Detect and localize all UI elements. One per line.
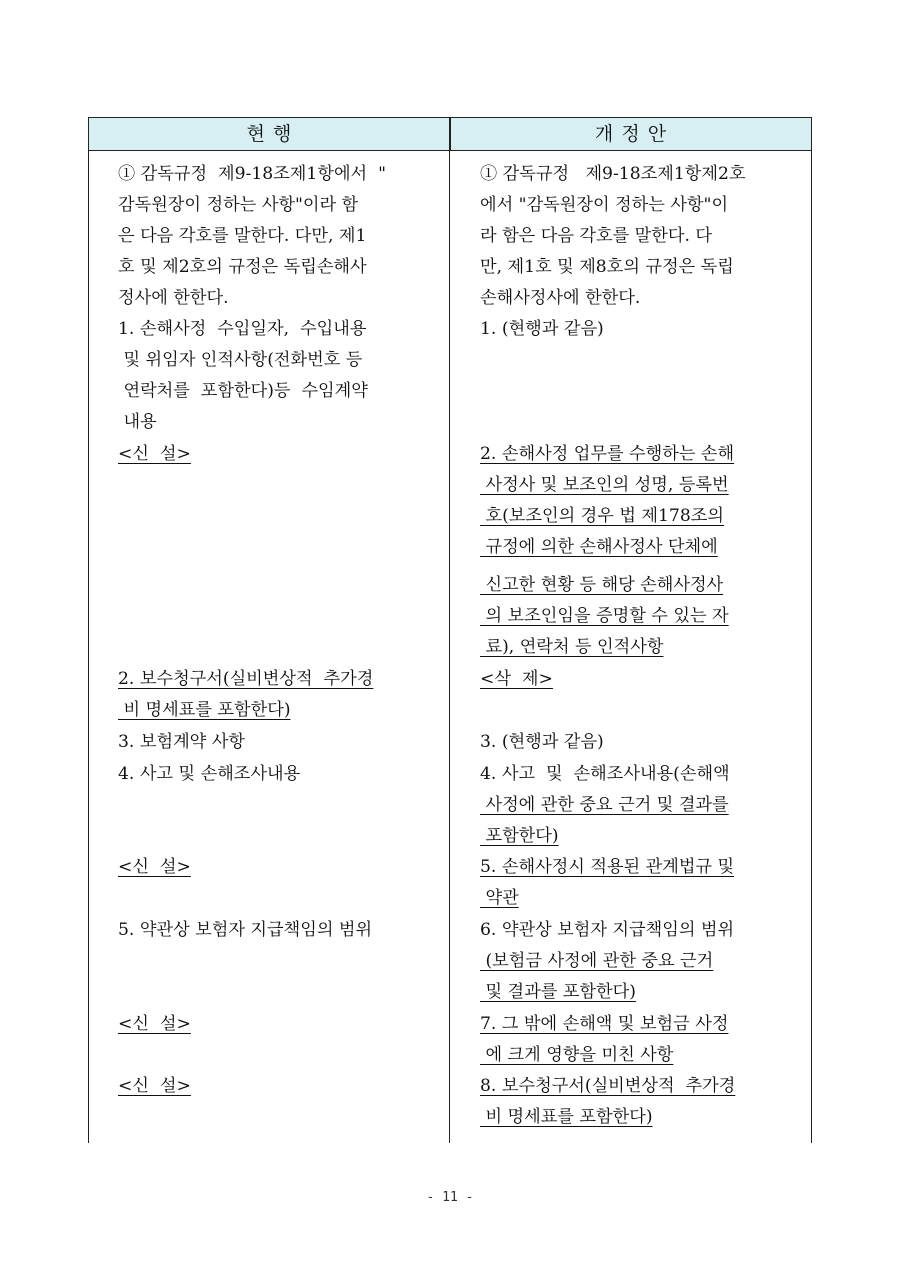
right-line: 의 보조인임을 증명할 수 있는 자 — [480, 606, 729, 626]
right-line: 사정사 및 보조인의 성명, 등록번 — [480, 475, 729, 495]
left-line: 호 및 제2호의 규정은 독립손해사 — [118, 257, 367, 277]
left-line: 내용 — [118, 412, 157, 432]
right-line: 2. 손해사정 업무를 수행하는 손해 — [480, 444, 735, 464]
right-line: (보험금 사정에 관한 중요 근거 — [480, 951, 714, 971]
left-line: <신 설> — [118, 1014, 191, 1034]
right-line: 8. 보수청구서(실비변상적 추가경 — [480, 1076, 736, 1096]
right-line: 에 크게 영향을 미친 사항 — [480, 1045, 674, 1065]
right-line: 에서 "감독원장이 정하는 사항"이 — [480, 195, 729, 215]
left-line: <신 설> — [118, 444, 191, 464]
table-header — [88, 117, 812, 151]
page-number: - 11 - — [426, 1190, 474, 1205]
left-line: ① 감독규정 제9-18조제1항에서 " — [118, 164, 386, 184]
table-border-right — [811, 117, 812, 1143]
left-line: <신 설> — [118, 857, 191, 877]
left-line: <신 설> — [118, 1076, 191, 1096]
table-border-left — [88, 117, 89, 1143]
right-line: 및 결과를 포함한다) — [480, 982, 636, 1002]
left-line: 5. 약관상 보험자 지급책임의 범위 — [118, 920, 373, 940]
right-line: 라 함은 다음 각호를 말한다. 다 — [480, 226, 713, 246]
left-line: 3. 보험계약 사항 — [118, 732, 245, 752]
right-line: 비 명세표를 포함한다) — [480, 1107, 653, 1127]
left-line: 1. 손해사정 수입일자, 수입내용 — [118, 319, 367, 339]
right-line: 신고한 현황 등 해당 손해사정사 — [480, 575, 724, 595]
right-line: 료), 연락처 등 인적사항 — [480, 637, 664, 657]
right-line: ① 감독규정 제9-18조제1항제2호 — [480, 164, 746, 184]
left-line: 은 다음 각호를 말한다. 다만, 제1 — [118, 226, 367, 246]
right-line: 3. (현행과 같음) — [480, 732, 604, 752]
right-line: 7. 그 밖에 손해액 및 보험금 사정 — [480, 1014, 729, 1034]
header-revised: 개 정 안 — [594, 123, 668, 145]
right-line: 만, 제1호 및 제8호의 규정은 독립 — [480, 257, 734, 277]
right-line: 규정에 의한 손해사정사 단체에 — [480, 537, 718, 557]
right-line: 4. 사고 및 손해조사내용(손해액 — [480, 764, 730, 784]
right-line: 6. 약관상 보험자 지급책임의 범위 — [480, 920, 735, 940]
right-line: 약관 — [480, 888, 519, 908]
left-line: 4. 사고 및 손해조사내용 — [118, 764, 301, 784]
column-divider — [449, 117, 450, 1143]
header-current: 현 행 — [89, 118, 451, 150]
right-line: 포함한다) — [480, 826, 559, 846]
left-line: 2. 보수청구서(실비변상적 추가경 — [118, 669, 374, 689]
right-line: <삭 제> — [480, 669, 553, 689]
left-line: 및 위임자 인적사항(전화번호 등 — [118, 350, 363, 370]
left-line: 감독원장이 정하는 사항"이라 함 — [118, 195, 359, 215]
right-line: 사정에 관한 중요 근거 및 결과를 — [480, 795, 729, 815]
left-line: 연락처를 포함한다)등 수임계약 — [118, 381, 368, 401]
right-line: 5. 손해사정시 적용된 관계법규 및 — [480, 857, 735, 877]
right-line: 1. (현행과 같음) — [480, 319, 604, 339]
right-line: 호(보조인의 경우 법 제178조의 — [480, 506, 725, 526]
left-line: 정사에 한한다. — [118, 288, 229, 308]
comparison-table — [88, 117, 812, 1143]
left-line: 비 명세표를 포함한다) — [118, 700, 291, 720]
right-line: 손해사정사에 한한다. — [480, 288, 641, 308]
